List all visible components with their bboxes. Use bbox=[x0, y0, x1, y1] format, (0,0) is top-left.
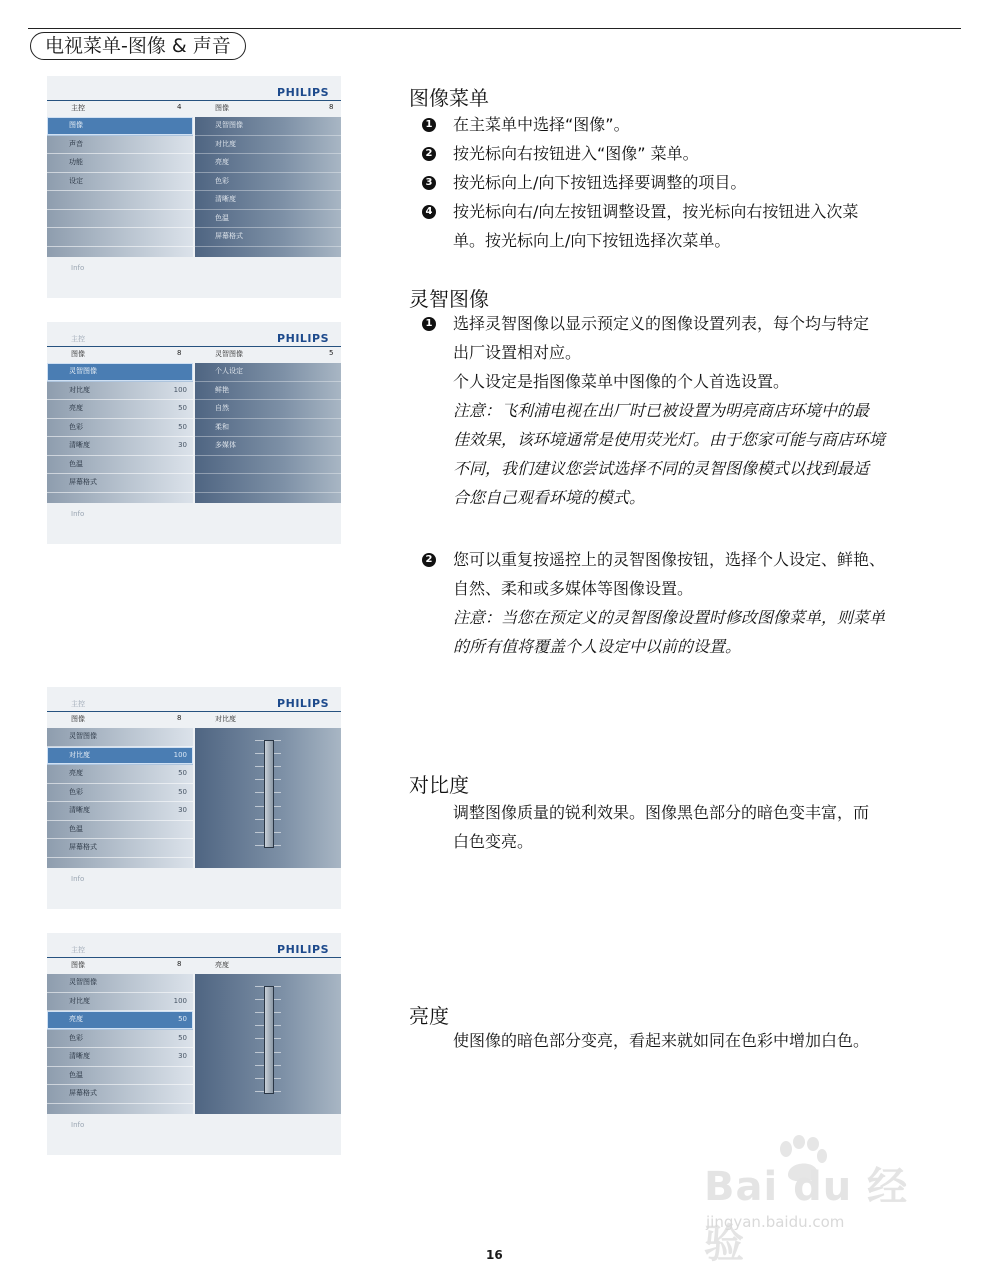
menu-item[interactable]: 声音 bbox=[47, 136, 193, 155]
step-text: 按光标向右/向左按钮调整设置，按光标向右按钮进入次菜 bbox=[453, 202, 859, 221]
bullet-1: 1 bbox=[422, 118, 436, 132]
menu-header-left-count: 8 bbox=[177, 714, 182, 722]
menu-item[interactable]: 色温 bbox=[47, 456, 193, 475]
submenu-item[interactable] bbox=[195, 456, 341, 475]
breadcrumb: 主控 bbox=[71, 946, 85, 954]
note-line: 注意：飞利浦电视在出厂时已被设置为明亮商店环境中的最 bbox=[453, 401, 870, 420]
menu-item[interactable] bbox=[47, 210, 193, 229]
left-menu-panel bbox=[47, 728, 193, 868]
bullet-2: 2 bbox=[422, 553, 436, 567]
menu-item[interactable]: 亮度 50 bbox=[47, 400, 193, 419]
philips-logo: PHILIPS bbox=[277, 697, 329, 710]
menu-item[interactable]: 色温 bbox=[47, 821, 193, 840]
menu-item[interactable]: 亮度 50 bbox=[47, 765, 193, 784]
step-text: 在主菜单中选择“图像”。 bbox=[453, 115, 630, 134]
menu-header-left: 图像 bbox=[71, 350, 85, 358]
divider bbox=[47, 346, 341, 347]
menu-header-left: 主控 bbox=[71, 104, 85, 112]
submenu-item[interactable]: 个人设定 bbox=[195, 363, 341, 382]
info-label: Info bbox=[71, 1121, 85, 1129]
menu-item[interactable]: 屏幕格式 bbox=[47, 839, 193, 858]
menu-header-right: 亮度 bbox=[215, 961, 229, 969]
tv-menu-screen-brightness bbox=[47, 933, 341, 1155]
left-menu-panel bbox=[47, 363, 193, 503]
menu-item[interactable]: 功能 bbox=[47, 154, 193, 173]
paragraph-line: 白色变亮。 bbox=[453, 832, 534, 851]
divider bbox=[47, 711, 341, 712]
menu-header-right: 灵智图像 bbox=[215, 350, 243, 358]
bullet-4: 4 bbox=[422, 205, 436, 219]
section-title-brightness: 亮度 bbox=[409, 1004, 449, 1028]
submenu-item[interactable]: 屏幕格式 bbox=[195, 228, 341, 247]
submenu-item[interactable]: 灵智图像 bbox=[195, 117, 341, 136]
watermark-text: Bai du 经验 bbox=[704, 1164, 909, 1267]
paragraph-line: 选择灵智图像以显示预定义的图像设置列表，每个均与特定 bbox=[453, 314, 870, 333]
menu-item[interactable]: 灵智图像 bbox=[47, 974, 193, 993]
philips-logo: PHILIPS bbox=[277, 86, 329, 99]
note-line: 不同，我们建议您尝试选择不同的灵智图像模式以找到最适 bbox=[453, 459, 870, 478]
menu-header-right-count: 8 bbox=[329, 103, 334, 111]
baidu-watermark bbox=[700, 1135, 940, 1267]
menu-header-left-count: 4 bbox=[177, 103, 182, 111]
paragraph-line: 调整图像质量的锐利效果。图像黑色部分的暗色变丰富，而 bbox=[453, 803, 870, 822]
breadcrumb: 主控 bbox=[71, 700, 85, 708]
paragraph-line: 自然、柔和或多媒体等图像设置。 bbox=[453, 579, 694, 598]
watermark-url: jingyan.baidu.com bbox=[706, 1213, 845, 1231]
note-line: 佳效果，该环境通常是使用荧光灯。由于您家可能与商店环境 bbox=[453, 430, 886, 449]
menu-item[interactable]: 清晰度 30 bbox=[47, 1048, 193, 1067]
menu-item[interactable]: 灵智图像 bbox=[47, 363, 193, 382]
note-line: 合您自己观看环境的模式。 bbox=[453, 488, 646, 507]
submenu-item[interactable]: 多媒体 bbox=[195, 437, 341, 456]
breadcrumb: 主控 bbox=[71, 335, 85, 343]
note-line: 的所有值将覆盖个人设定中以前的设置。 bbox=[453, 637, 742, 656]
slider-panel bbox=[195, 974, 341, 1114]
right-menu-panel bbox=[195, 117, 341, 257]
divider bbox=[47, 100, 341, 101]
menu-item[interactable]: 对比度 100 bbox=[47, 747, 193, 766]
submenu-item[interactable] bbox=[195, 474, 341, 493]
submenu-item[interactable]: 对比度 bbox=[195, 136, 341, 155]
menu-header-right: 图像 bbox=[215, 104, 229, 112]
menu-item[interactable]: 屏幕格式 bbox=[47, 474, 193, 493]
left-menu-panel bbox=[47, 974, 193, 1114]
left-menu-panel bbox=[47, 117, 193, 257]
step-text: 按光标向上/向下按钮选择要调整的项目。 bbox=[453, 173, 747, 192]
info-label: Info bbox=[71, 875, 85, 883]
menu-item[interactable]: 屏幕格式 bbox=[47, 1085, 193, 1104]
brightness-slider[interactable] bbox=[264, 986, 274, 1094]
submenu-item[interactable]: 自然 bbox=[195, 400, 341, 419]
page-number: 16 bbox=[486, 1248, 503, 1262]
menu-item[interactable]: 色彩 50 bbox=[47, 419, 193, 438]
submenu-item[interactable]: 柔和 bbox=[195, 419, 341, 438]
paragraph-line: 使图像的暗色部分变亮，看起来就如同在色彩中增加白色。 bbox=[453, 1031, 870, 1050]
submenu-item[interactable]: 亮度 bbox=[195, 154, 341, 173]
menu-header-left: 图像 bbox=[71, 715, 85, 723]
menu-item[interactable]: 色彩 50 bbox=[47, 784, 193, 803]
right-menu-panel bbox=[195, 363, 341, 503]
section-header: 电视菜单-图像 & 声音 bbox=[30, 32, 246, 60]
slider-panel bbox=[195, 728, 341, 868]
menu-item[interactable]: 图像 bbox=[47, 117, 193, 136]
submenu-item[interactable]: 清晰度 bbox=[195, 191, 341, 210]
step-text: 按光标向右按钮进入“图像” 菜单。 bbox=[453, 144, 699, 163]
paragraph-line: 个人设定是指图像菜单中图像的个人首选设置。 bbox=[453, 372, 790, 391]
menu-header-right: 对比度 bbox=[215, 715, 236, 723]
tv-menu-screen-contrast bbox=[47, 687, 341, 909]
info-label: Info bbox=[71, 264, 85, 272]
menu-item[interactable]: 亮度 50 bbox=[47, 1011, 193, 1030]
submenu-item[interactable]: 鲜艳 bbox=[195, 382, 341, 401]
menu-header-left: 图像 bbox=[71, 961, 85, 969]
step-text-continued: 单。按光标向上/向下按钮选择次菜单。 bbox=[453, 231, 731, 250]
section-title-smart-picture: 灵智图像 bbox=[409, 287, 489, 311]
philips-logo: PHILIPS bbox=[277, 332, 329, 345]
paragraph-line: 您可以重复按遥控上的灵智图像按钮，选择个人设定、鲜艳、 bbox=[453, 550, 886, 569]
menu-item[interactable]: 灵智图像 bbox=[47, 728, 193, 747]
menu-item[interactable]: 清晰度 30 bbox=[47, 437, 193, 456]
submenu-item[interactable] bbox=[195, 493, 341, 504]
menu-header-left-count: 8 bbox=[177, 960, 182, 968]
menu-item[interactable] bbox=[47, 228, 193, 247]
tv-menu-screen-smart-picture bbox=[47, 322, 341, 544]
submenu-item[interactable] bbox=[195, 247, 341, 258]
section-title-contrast: 对比度 bbox=[409, 773, 469, 797]
bullet-3: 3 bbox=[422, 176, 436, 190]
menu-item[interactable]: 设定 bbox=[47, 173, 193, 192]
section-title-image-menu: 图像菜单 bbox=[409, 86, 489, 110]
submenu-item[interactable]: 色温 bbox=[195, 210, 341, 229]
divider bbox=[47, 957, 341, 958]
menu-item[interactable]: 色彩 50 bbox=[47, 1030, 193, 1049]
philips-logo: PHILIPS bbox=[277, 943, 329, 956]
menu-item[interactable]: 对比度 100 bbox=[47, 993, 193, 1012]
info-label: Info bbox=[71, 510, 85, 518]
bullet-1: 1 bbox=[422, 317, 436, 331]
menu-header-right-count: 5 bbox=[329, 349, 334, 357]
menu-item[interactable] bbox=[47, 191, 193, 210]
paragraph-line: 出厂设置相对应。 bbox=[453, 343, 582, 362]
tv-menu-screen-picture bbox=[47, 76, 341, 298]
menu-header-left-count: 8 bbox=[177, 349, 182, 357]
contrast-slider[interactable] bbox=[264, 740, 274, 848]
note-line: 注意：当您在预定义的灵智图像设置时修改图像菜单，则菜单 bbox=[453, 608, 886, 627]
top-rule bbox=[28, 28, 961, 29]
menu-item[interactable]: 色温 bbox=[47, 1067, 193, 1086]
bullet-2: 2 bbox=[422, 147, 436, 161]
menu-item[interactable]: 清晰度 30 bbox=[47, 802, 193, 821]
submenu-item[interactable]: 色彩 bbox=[195, 173, 341, 192]
menu-item[interactable]: 对比度 100 bbox=[47, 382, 193, 401]
